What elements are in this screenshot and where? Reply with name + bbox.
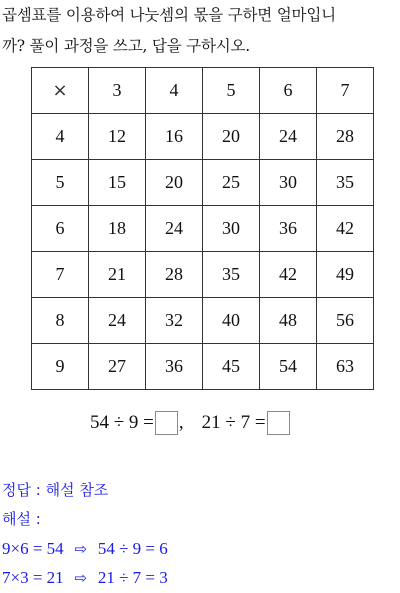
table-row xyxy=(32,160,374,206)
question-line-2: 까? 풀이 과정을 쓰고, 답을 구하시오. xyxy=(2,37,251,55)
answer-box-1[interactable] xyxy=(155,411,178,435)
table-cell: 49 xyxy=(317,252,374,298)
table-cell: 30 xyxy=(203,206,260,252)
table-cell: 42 xyxy=(260,252,317,298)
equation-1: 54 ÷ 9 = xyxy=(90,412,154,433)
table-cell: 63 xyxy=(317,344,374,390)
table-header-cell: 6 xyxy=(260,68,317,114)
table-row-header: 7 xyxy=(32,252,89,298)
table-cell: 24 xyxy=(146,206,203,252)
step-2-division: 21 ÷ 7 = 3 xyxy=(97,568,168,587)
table-cell: 48 xyxy=(260,298,317,344)
table-cell: 35 xyxy=(317,160,374,206)
table-cell: 42 xyxy=(317,206,374,252)
table-row xyxy=(32,298,374,344)
step-1-division: 54 ÷ 9 = 6 xyxy=(97,539,168,558)
table-cell: 16 xyxy=(146,114,203,160)
table-row-header: 9 xyxy=(32,344,89,390)
times-symbol: × xyxy=(32,68,89,114)
table-cell: 32 xyxy=(146,298,203,344)
arrow-right-icon: ⇨ xyxy=(74,540,88,558)
table-cell: 40 xyxy=(203,298,260,344)
table-cell: 45 xyxy=(203,344,260,390)
table-cell: 35 xyxy=(203,252,260,298)
table-row xyxy=(32,114,374,160)
answer-label: 정답 : 해설 참조 xyxy=(2,481,109,499)
solution-section xyxy=(2,476,398,592)
step-2-multiplication: 7×3 = 21 xyxy=(2,568,64,587)
explanation-label: 해설 : xyxy=(2,510,41,528)
table-cell: 28 xyxy=(317,114,374,160)
table-row xyxy=(32,344,374,390)
table-cell: 24 xyxy=(89,298,146,344)
table-row xyxy=(32,252,374,298)
table-row-header: 8 xyxy=(32,298,89,344)
table-row xyxy=(32,206,374,252)
table-cell: 24 xyxy=(260,114,317,160)
equation-2: 21 ÷ 7 = xyxy=(201,412,266,433)
step-1-multiplication: 9×6 = 54 xyxy=(2,539,64,558)
answer-box-2[interactable] xyxy=(267,411,290,435)
table-header-cell: 3 xyxy=(89,68,146,114)
solution-step-1 xyxy=(2,534,398,563)
table-cell: 21 xyxy=(89,252,146,298)
table-cell: 20 xyxy=(203,114,260,160)
division-equations xyxy=(90,410,291,436)
table-header-cell: 5 xyxy=(203,68,260,114)
table-cell: 28 xyxy=(146,252,203,298)
table-header-cell: 4 xyxy=(146,68,203,114)
solution-step-2 xyxy=(2,563,398,592)
table-header-cell: 7 xyxy=(317,68,374,114)
table-cell: 20 xyxy=(146,160,203,206)
table-cell: 56 xyxy=(317,298,374,344)
table-cell: 36 xyxy=(260,206,317,252)
table-cell: 25 xyxy=(203,160,260,206)
equation-separator: , xyxy=(178,412,184,433)
table-header-row xyxy=(32,68,374,114)
table-cell: 30 xyxy=(260,160,317,206)
question-text xyxy=(2,0,398,62)
table-cell: 12 xyxy=(89,114,146,160)
table-row-header: 5 xyxy=(32,160,89,206)
table-cell: 54 xyxy=(260,344,317,390)
table-cell: 18 xyxy=(89,206,146,252)
question-line-1: 곱셈표를 이용하여 나눗셈의 몫을 구하면 얼마입니 xyxy=(2,6,336,24)
table-row-header: 6 xyxy=(32,206,89,252)
arrow-right-icon: ⇨ xyxy=(74,569,88,587)
table-cell: 27 xyxy=(89,344,146,390)
table-cell: 15 xyxy=(89,160,146,206)
multiplication-table xyxy=(31,67,374,390)
table-cell: 36 xyxy=(146,344,203,390)
table-row-header: 4 xyxy=(32,114,89,160)
